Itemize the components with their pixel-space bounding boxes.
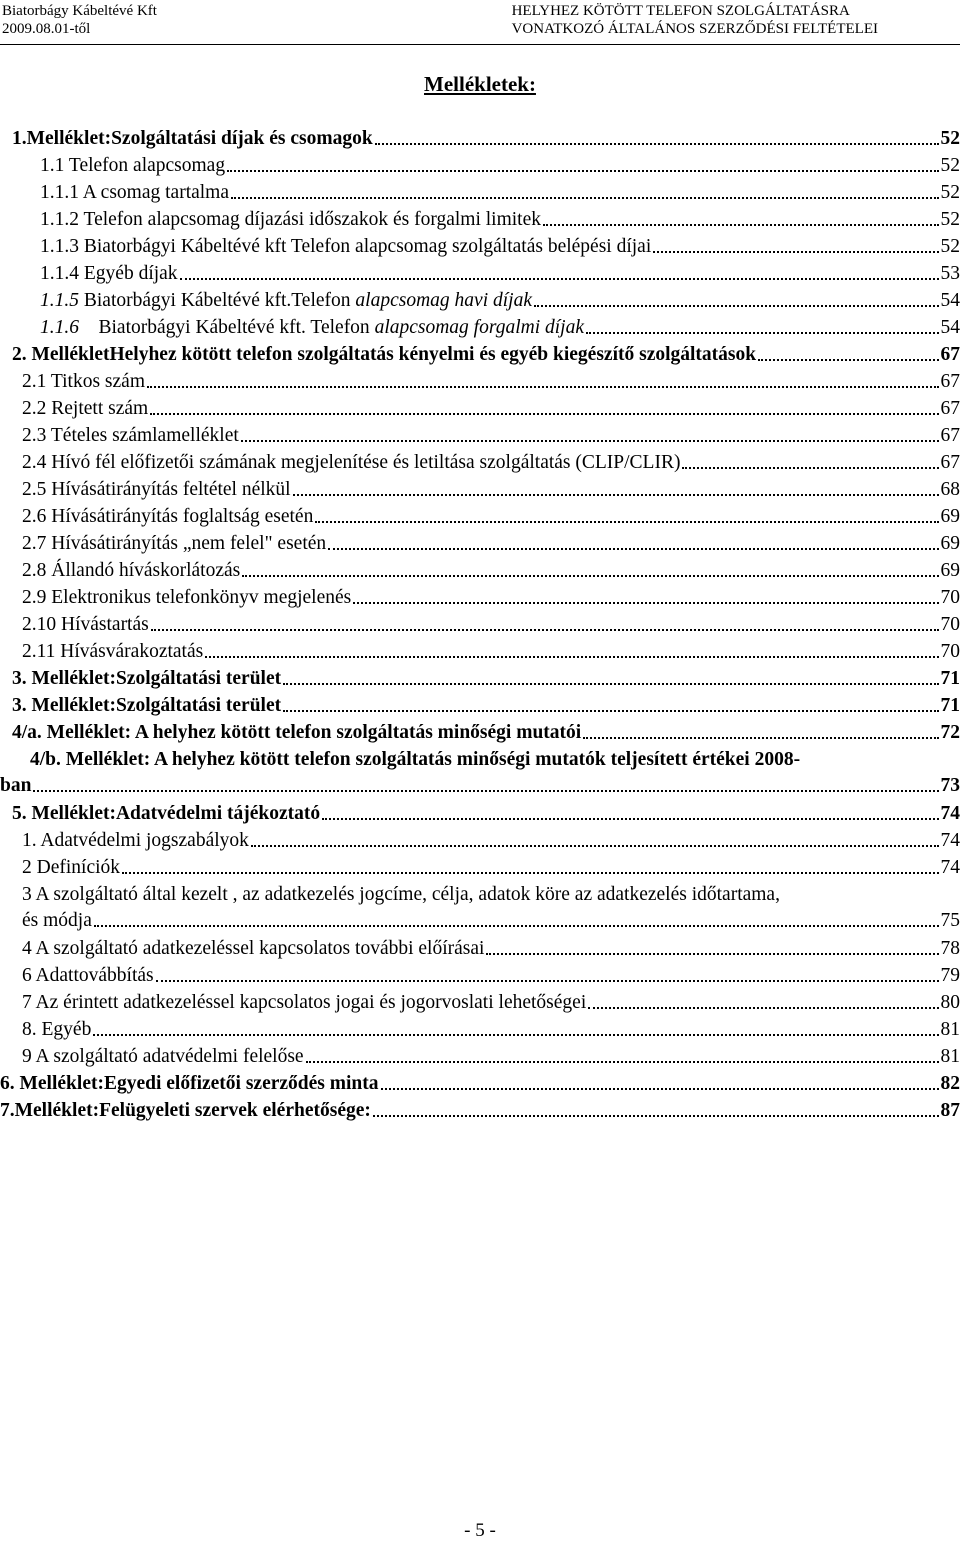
toc-entry-label: 2. MellékletHelyhez kötött telefon szolgáltatás kényelmi és egyéb kiegészítő szolgáltatások — [12, 344, 757, 365]
toc-entry-page: 54 — [940, 290, 960, 311]
toc-entry-page: 52 — [940, 128, 960, 149]
toc-leader-dots — [583, 737, 938, 739]
toc-entry-label: 9 A szolgáltató adatvédelmi felelőse — [22, 1046, 304, 1067]
toc-entry-page: 69 — [940, 506, 960, 527]
toc-entry-page: 70 — [940, 641, 960, 662]
toc-entry-page: 53 — [940, 263, 960, 284]
toc-entry[interactable] — [0, 828, 960, 854]
toc-entry[interactable] — [0, 585, 960, 611]
toc-entry[interactable] — [0, 180, 960, 206]
toc-entry-page: 75 — [940, 910, 960, 931]
toc-entry[interactable] — [0, 639, 960, 665]
toc-entry-page: 52 — [940, 236, 960, 257]
toc-entry[interactable] — [0, 936, 960, 962]
toc-entry-label: 2.5 Hívásátirányítás feltétel nélkül — [22, 479, 291, 500]
toc-leader-dots — [653, 251, 938, 253]
toc-entry-page: 70 — [940, 614, 960, 635]
toc-entry[interactable] — [0, 1071, 960, 1097]
toc-leader-dots — [251, 845, 939, 847]
toc-entry[interactable] — [0, 531, 960, 557]
toc-entry-label: 1.1.1 A csomag tartalma — [40, 182, 230, 203]
toc-entry-page: 67 — [940, 425, 960, 446]
toc-leader-dots — [150, 413, 938, 415]
header-company: Biatorbágy Kábeltévé Kft — [2, 3, 157, 19]
toc-leader-dots — [375, 143, 939, 145]
toc-leader-dots — [381, 1088, 939, 1090]
toc-entry[interactable] — [0, 153, 960, 179]
toc-entry-page: 67 — [940, 371, 960, 392]
toc-entry[interactable] — [0, 396, 960, 422]
toc-entry[interactable] — [0, 855, 960, 881]
toc-entry-page: 67 — [940, 344, 960, 365]
toc-leader-dots — [306, 1061, 939, 1063]
toc-entry[interactable] — [0, 504, 960, 530]
toc-leader-dots — [147, 386, 939, 388]
toc-entry-label: 4 A szolgáltató adatkezeléssel kapcsolatos további előírásai — [22, 938, 485, 959]
toc-entry-page: 68 — [940, 479, 960, 500]
toc-entry-label: 6. Melléklet:Egyedi előfizetői szerződés minta — [0, 1073, 379, 1094]
toc-entry-label: 1.1.3 Biatorbágyi Kábeltévé kft Telefon alapcsomag szolgáltatás belépési díjai — [40, 236, 652, 257]
toc-entry-label: 6 Adattovábbítás — [22, 965, 154, 986]
toc-entry-label: 5. Melléklet:Adatvédelmi tájékoztató — [12, 803, 321, 824]
toc-entry-page: 54 — [940, 317, 960, 338]
toc-entry[interactable] — [0, 261, 960, 287]
page-title: Mellékletek: — [424, 72, 536, 96]
toc-leader-dots — [156, 980, 939, 982]
toc-leader-dots — [33, 790, 938, 792]
toc-entry-page: 72 — [940, 722, 960, 743]
toc-entry-label: 4/b. Melléklet: A helyhez kötött telefon szolgáltatás minőségi mutatók teljesített értékei 2008- — [30, 749, 801, 770]
toc-entry-label: 1.1.6 Biatorbágyi Kábeltévé kft. Telefon alapcsomag forgalmi díjak — [40, 317, 584, 338]
toc-entry-page: 69 — [940, 533, 960, 554]
toc-entry-continuation: és módja — [22, 910, 92, 931]
toc-leader-dots — [322, 818, 938, 820]
toc-entry-label: 3 A szolgáltató által kezelt , az adatkezelés jogcíme, célja, adatok köre az adatkezelés időtartama, — [22, 884, 780, 905]
toc-leader-dots — [328, 548, 938, 550]
toc-entry-label: 8. Egyéb — [22, 1019, 92, 1040]
toc-leader-dots — [205, 656, 938, 658]
toc-entry-label: 1.1.4 Egyéb díjak — [40, 263, 178, 284]
toc-leader-dots — [588, 1007, 938, 1009]
toc-entry-label: 3. Melléklet:Szolgáltatási terület — [12, 695, 282, 716]
toc-leader-dots — [586, 332, 939, 334]
toc-entry-label: 7.Melléklet:Felügyeleti szervek elérhetősége: — [0, 1100, 371, 1121]
toc-leader-dots — [151, 629, 939, 631]
toc-leader-dots — [293, 494, 939, 496]
toc-entry-page: 71 — [940, 695, 960, 716]
toc-entry-page: 73 — [940, 775, 960, 796]
toc-entry-label: 1. Adatvédelmi jogszabályok — [22, 830, 249, 851]
toc-entry-label: 2.11 Hívásvárakoztatás — [22, 641, 204, 662]
toc-entry-page: 52 — [940, 155, 960, 176]
toc-entry[interactable] — [0, 207, 960, 233]
toc-leader-dots — [241, 440, 939, 442]
toc-entry[interactable] — [0, 369, 960, 395]
toc-entry[interactable] — [0, 234, 960, 260]
toc-entry-page: 70 — [940, 587, 960, 608]
toc-entry-page: 87 — [940, 1100, 960, 1121]
toc-entry-page: 78 — [940, 938, 960, 959]
toc-entry[interactable] — [0, 612, 960, 638]
toc-entry-label: 2.1 Titkos szám — [22, 371, 145, 392]
toc-leader-dots — [353, 602, 938, 604]
toc-entry-page: 52 — [940, 182, 960, 203]
header-right — [512, 2, 878, 38]
toc-entry-page: 74 — [940, 857, 960, 878]
toc-entry-label: 1.1 Telefon alapcsomag — [40, 155, 226, 176]
toc-leader-dots — [242, 575, 938, 577]
toc-entry-label: 2.10 Hívástartás — [22, 614, 149, 635]
toc-entry[interactable] — [0, 558, 960, 584]
toc-leader-dots — [373, 1115, 939, 1117]
toc-entry-label: 2.3 Tételes számlamelléklet — [22, 425, 239, 446]
toc-entry[interactable] — [0, 666, 960, 692]
toc-leader-dots — [93, 1034, 938, 1036]
toc-entry-label: 1.1.5 Biatorbágyi Kábeltévé kft.Telefon alapcsomag havi díjak — [40, 290, 532, 311]
toc-entry-page: 81 — [940, 1046, 960, 1067]
toc-entry-label: 2 Definíciók — [22, 857, 121, 878]
header-title-line2: VONATKOZÓ ÁLTALÁNOS SZERZŐDÉSI FELTÉTELEI — [511, 21, 878, 37]
toc-entry[interactable] — [0, 990, 960, 1016]
header-left — [2, 2, 157, 38]
toc-entry-label: 1.Melléklet:Szolgáltatási díjak és csomagok — [12, 128, 373, 149]
toc-entry-label: 4/a. Melléklet: A helyhez kötött telefon szolgáltatás minőségi mutatói — [12, 722, 582, 743]
toc-entry-page: 81 — [940, 1019, 960, 1040]
toc-entry[interactable] — [0, 693, 960, 719]
toc-entry-page: 80 — [940, 992, 960, 1013]
toc-entry-page: 67 — [940, 398, 960, 419]
toc-entry-page: 67 — [940, 452, 960, 473]
toc-entry[interactable] — [0, 1098, 960, 1124]
toc-entry[interactable] — [0, 720, 960, 746]
toc-entry-page: 52 — [940, 209, 960, 230]
toc-leader-dots — [534, 305, 939, 307]
page-number: - 5 - — [464, 1520, 496, 1541]
toc-entry-page: 82 — [940, 1073, 960, 1094]
toc-entry[interactable] — [0, 315, 960, 341]
toc-entry[interactable] — [0, 342, 960, 368]
toc-entry-label: 7 Az érintett adatkezeléssel kapcsolatos jogai és jogorvoslati lehetőségei — [22, 992, 587, 1013]
toc-leader-dots — [758, 359, 938, 361]
toc-entry-label: 2.8 Állandó híváskorlátozás — [22, 560, 241, 581]
toc-entry-page: 79 — [940, 965, 960, 986]
toc-leader-dots — [122, 872, 938, 874]
toc-leader-dots — [231, 197, 938, 199]
toc-leader-dots — [180, 278, 939, 280]
toc-entry-label: 2.6 Hívásátirányítás foglaltság esetén — [22, 506, 314, 527]
toc-leader-dots — [283, 683, 938, 685]
toc-entry[interactable] — [0, 450, 960, 476]
toc-entry[interactable] — [0, 126, 960, 152]
toc-entry-label: 2.9 Elektronikus telefonkönyv megjelenés — [22, 587, 352, 608]
header-date: 2009.08.01-től — [2, 21, 91, 37]
toc-entry-continuation: ban — [0, 775, 32, 796]
toc-entry-page: 69 — [940, 560, 960, 581]
toc-entry-label: 3. Melléklet:Szolgáltatási terület — [12, 668, 282, 689]
toc-entry[interactable] — [0, 477, 960, 503]
toc-entry-page: 74 — [940, 830, 960, 851]
toc-leader-dots — [94, 925, 939, 927]
toc-leader-dots — [486, 953, 938, 955]
toc-entry-page: 71 — [940, 668, 960, 689]
toc-entry-page: 74 — [940, 803, 960, 824]
toc-entry-label: 2.2 Rejtett szám — [22, 398, 149, 419]
toc-entry[interactable] — [0, 1017, 960, 1043]
toc-entry-label: 2.7 Hívásátirányítás „nem felel" esetén — [22, 533, 327, 554]
header-title-line1: HELYHEZ KÖTÖTT TELEFON SZOLGÁLTATÁSRA — [511, 3, 850, 19]
toc-entry[interactable] — [0, 747, 960, 799]
page-header — [0, 0, 960, 45]
toc-entry[interactable] — [0, 963, 960, 989]
toc-leader-dots — [543, 224, 939, 226]
toc-entry[interactable] — [0, 801, 960, 827]
toc-entry[interactable] — [0, 1044, 960, 1070]
toc-leader-dots — [283, 710, 938, 712]
toc-entry[interactable] — [0, 288, 960, 314]
toc-leader-dots — [682, 467, 938, 469]
toc-entry-label: 1.1.2 Telefon alapcsomag díjazási időszakok és forgalmi limitek — [40, 209, 541, 230]
toc-leader-dots — [315, 521, 938, 523]
toc-entry[interactable] — [0, 423, 960, 449]
toc-entry-label: 2.4 Hívó fél előfizetői számának megjelenítése és letiltása szolgáltatás (CLIP/CLIR) — [22, 452, 681, 473]
toc-leader-dots — [227, 170, 938, 172]
toc-entry[interactable] — [0, 882, 960, 934]
